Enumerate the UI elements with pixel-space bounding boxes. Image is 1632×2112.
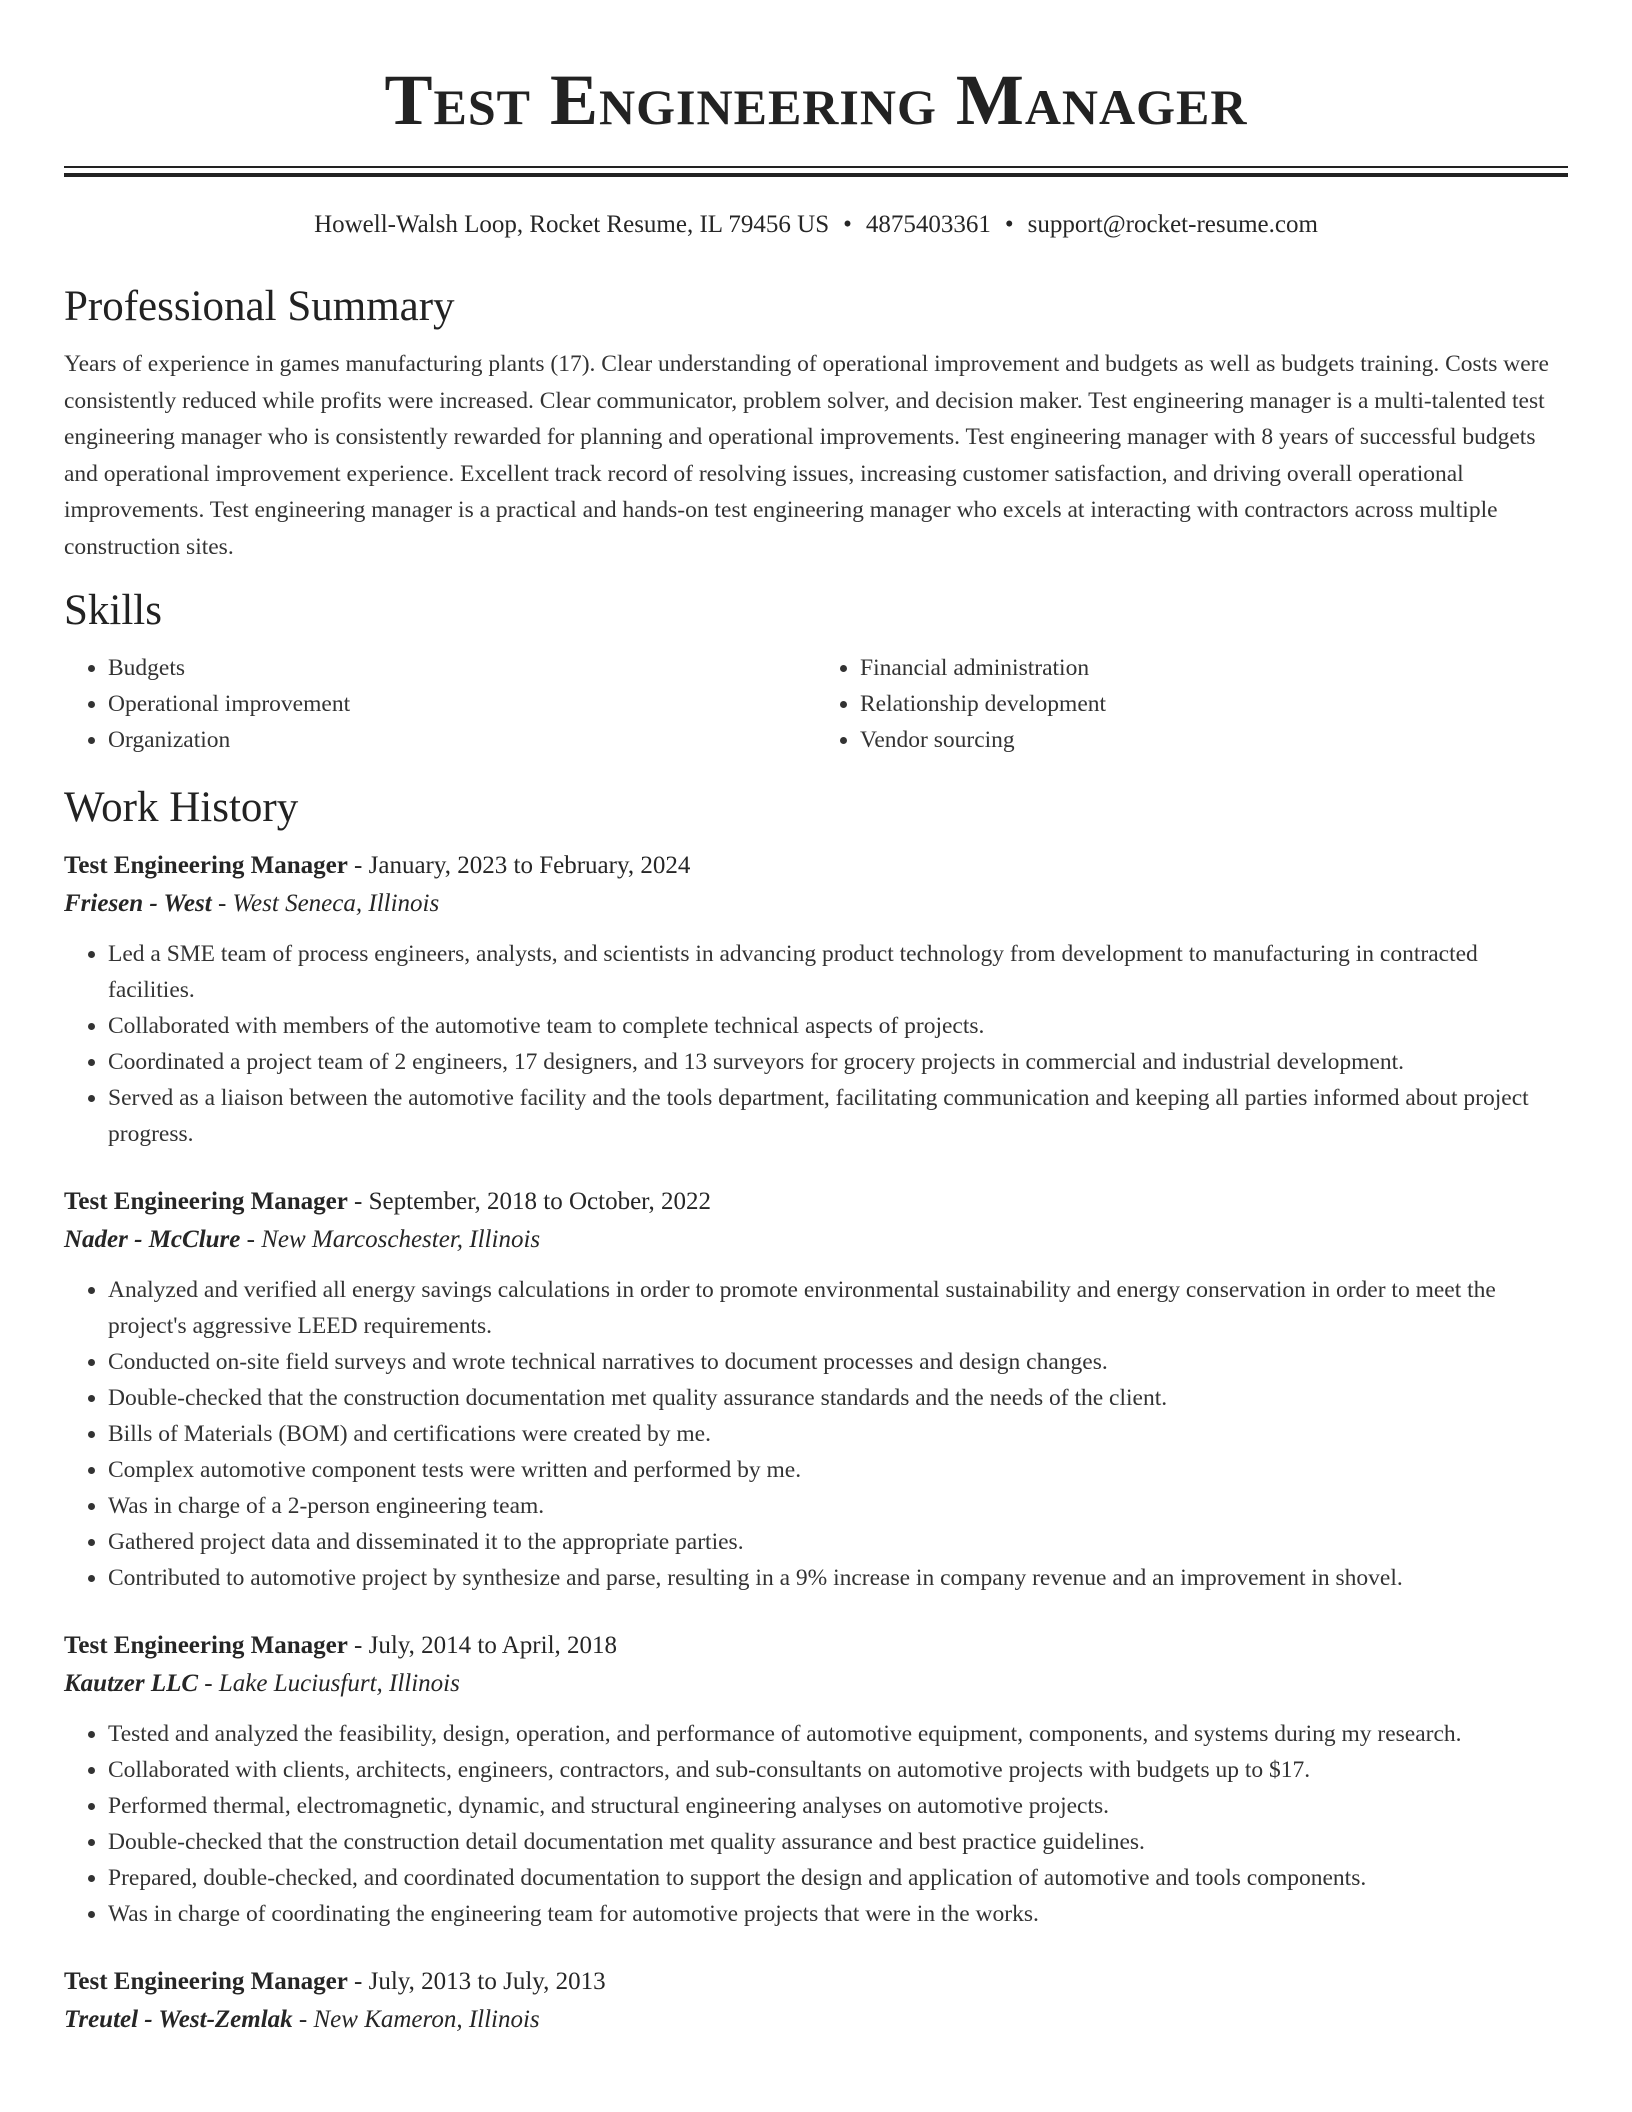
job-bullets — [64, 936, 1568, 1152]
title-divider-thick — [64, 173, 1568, 177]
job-dates: - July, 2014 to April, 2018 — [347, 1632, 618, 1659]
job-dates: - January, 2023 to February, 2024 — [347, 852, 691, 879]
skill-item: • Financial administration — [860, 650, 1568, 686]
skills-column-left — [64, 650, 816, 758]
job-location: - New Marcoschester, Illinois — [240, 1226, 541, 1253]
contact-address: Howell-Walsh Loop, Rocket Resume, IL 79456 US — [314, 211, 830, 238]
summary-heading: Professional Summary — [64, 283, 455, 330]
job-bullet: • Collaborated with clients, architects, engineers, contractors, and sub-consultants on automotive projects with budgets up to $17. — [108, 1752, 1568, 1788]
skill-item: • Relationship development — [860, 686, 1568, 722]
title-divider-thin — [64, 166, 1568, 168]
skill-item: • Vendor sourcing — [860, 722, 1568, 758]
job-header — [64, 1627, 1568, 1665]
resume-title: Test Engineering Manager — [384, 60, 1248, 140]
contact-line — [64, 209, 1568, 241]
job-company: Nader - McClure — [64, 1226, 241, 1253]
job-dates: - July, 2013 to July, 2013 — [347, 1968, 606, 1995]
job-role: Test Engineering Manager — [64, 1968, 348, 1995]
summary-text: Years of experience in games manufacturing plants (17). Clear understanding of operational improvement and budgets as well as budgets training. Costs were consistently reduced while profits were increased. Clear communicator, problem solver, and decision maker. Test engineering manager is a multi-talented test engineering manager who is consistently rewarded for planning and operational improvements. Test engineering manager with 8 years of successful budgets and operational improvement experience. Excellent track record of resolving issues, increasing customer satisfaction, and driving overall operational improvements. Test engineering manager is a practical and hands-on test engineering manager who excels at interacting with contractors across multiple construction sites. — [64, 351, 1549, 560]
job-location: - New Kameron, Illinois — [292, 2006, 540, 2033]
job-bullet: • Analyzed and verified all energy savings calculations in order to promote environmental sustainability and energy conservation in order to meet the project's aggressive LEED requirements. — [108, 1272, 1568, 1344]
skill-item: • Operational improvement — [108, 686, 816, 722]
job-header — [64, 1183, 1568, 1221]
job-entry — [64, 1183, 1568, 1596]
job-employer — [64, 1665, 1568, 1703]
job-role: Test Engineering Manager — [64, 1632, 348, 1659]
job-entry — [64, 847, 1568, 1152]
job-bullet: • Served as a liaison between the automotive facility and the tools department, facilitating communication and keeping all parties informed about project progress. — [108, 1080, 1568, 1152]
contact-email: support@rocket-resume.com — [1027, 211, 1318, 238]
contact-phone: 4875403361 — [865, 211, 991, 238]
job-role: Test Engineering Manager — [64, 852, 348, 879]
job-bullet: • Tested and analyzed the feasibility, design, operation, and performance of automotive equipment, components, and systems during my research. — [108, 1716, 1568, 1752]
job-bullet: • Led a SME team of process engineers, analysts, and scientists in advancing product technology from development to manufacturing in contracted facilities. — [108, 936, 1568, 1008]
skill-item: • Organization — [108, 722, 816, 758]
job-entry — [64, 1963, 1568, 2039]
job-role: Test Engineering Manager — [64, 1188, 348, 1215]
job-company: Kautzer LLC — [64, 1670, 199, 1697]
job-bullet: • Double-checked that the construction detail documentation met quality assurance and best practice guidelines. — [108, 1824, 1568, 1860]
job-employer — [64, 2001, 1568, 2039]
work-history-heading: Work History — [64, 784, 299, 831]
job-employer — [64, 1221, 1568, 1259]
job-location: - Lake Luciusfurt, Illinois — [198, 1670, 460, 1697]
job-company: Treutel - West-Zemlak — [64, 2006, 293, 2033]
job-bullet: • Conducted on-site field surveys and wrote technical narratives to document processes and design changes. — [108, 1344, 1568, 1380]
skills-heading: Skills — [64, 587, 162, 634]
skills-list — [64, 650, 1568, 758]
job-bullet: • Coordinated a project team of 2 engineers, 17 designers, and 13 surveyors for grocery projects in commercial and industrial development. — [108, 1044, 1568, 1080]
job-location: - West Seneca, Illinois — [211, 890, 440, 917]
job-company: Friesen - West — [64, 890, 212, 917]
job-bullet: • Double-checked that the construction documentation met quality assurance standards and the needs of the client. — [108, 1380, 1568, 1416]
job-entry — [64, 1627, 1568, 1932]
job-bullets — [64, 1272, 1568, 1596]
job-dates: - September, 2018 to October, 2022 — [347, 1188, 711, 1215]
job-bullet: • Prepared, double-checked, and coordinated documentation to support the design and application of automotive and tools components. — [108, 1860, 1568, 1896]
job-bullet: • Was in charge of coordinating the engineering team for automotive projects that were in the works. — [108, 1896, 1568, 1932]
contact-separator: • — [1004, 211, 1014, 238]
job-header — [64, 1963, 1568, 2001]
job-bullet: • Bills of Materials (BOM) and certifications were created by me. — [108, 1416, 1568, 1452]
job-employer — [64, 885, 1568, 923]
job-bullet: • Collaborated with members of the automotive team to complete technical aspects of projects. — [108, 1008, 1568, 1044]
job-bullet: • Complex automotive component tests were written and performed by me. — [108, 1452, 1568, 1488]
skill-item: • Budgets — [108, 650, 816, 686]
job-bullet: • Contributed to automotive project by synthesize and parse, resulting in a 9% increase in company revenue and an improvement in shovel. — [108, 1560, 1568, 1596]
skills-column-right — [816, 650, 1568, 758]
job-bullet: • Was in charge of a 2-person engineering team. — [108, 1488, 1568, 1524]
job-header — [64, 847, 1568, 885]
contact-separator: • — [843, 211, 852, 238]
job-bullets — [64, 1716, 1568, 1932]
job-bullet: • Gathered project data and disseminated it to the appropriate parties. — [108, 1524, 1568, 1560]
job-bullet: • Performed thermal, electromagnetic, dynamic, and structural engineering analyses on automotive projects. — [108, 1788, 1568, 1824]
